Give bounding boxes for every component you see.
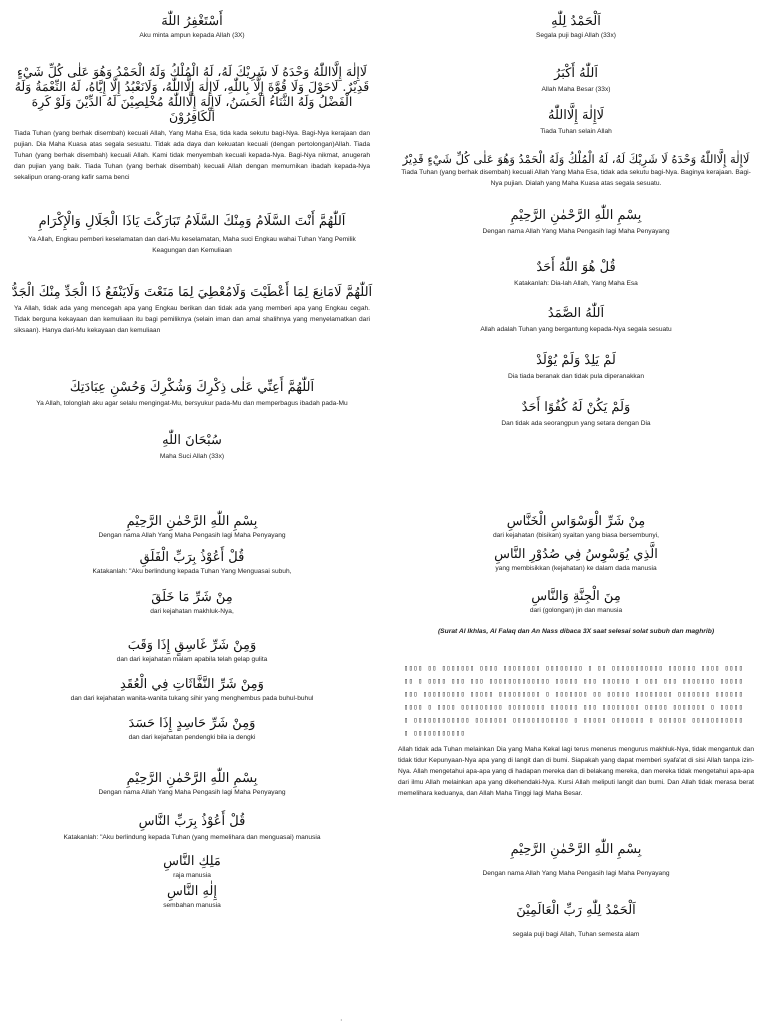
arabic-text: وَمِنْ شَرِّ النَّفَّاثَاتِ فِي الْعُقَدِ xyxy=(120,677,264,692)
arabic-text: مِنَ الْجِنَّةِ وَالنَّاسِ xyxy=(531,589,621,604)
ikhlas-verse-3 xyxy=(384,353,768,382)
arabic-text: قُلْ هُوَ اللّٰهُ أَحَدٌ xyxy=(536,260,616,275)
translation-text: Tiada Tuhan (yang berhak disembah) kecuali Allah, Yang Maha Esa, tida kada sekutu bagi-Nya. Bagi-Nya kerajaan dan pujian. Dia Maha Kuasa atas segala sesuatu. Tidak ada daya dan kekuatan kecuali (dengan pertolongan)Allah. Tiada Tuhan (yang berhak disembah) kecuali Allah. Kami tidak menyembah kecuali kepada-Nya. Bagi-Nya nikmat, anugerah dan pujian yang baik. Tiada Tuhan (yang berhak disembah) kecuali Allah dengan memurnikan ibadah kepada-Nya sekalipun orang-orang kafir sama benci xyxy=(14,130,370,181)
translation-text: Ya Allah, tidak ada yang mencegah apa yang Engkau berikan dan tidak ada yang memberi apa yang Engkau cegah. Tidak berguna kekayaan dan kemuliaan itu bagi pemiliknya (selain iman dan amal shalihnya yang menyelamatkan dari siksaan). Hanya dari-Mu kekayaan dan kemuliaan xyxy=(14,305,370,334)
arabic-garbled-text: ▯▯▯▯ ▯▯ ▯▯▯▯▯▯▯ ▯▯▯▯ ▯▯▯▯▯▯▯▯ ▯▯▯▯▯▯▯▯ ▯ ▯▯ ▯▯▯▯▯▯▯▯▯▯▯ ▯▯▯▯▯▯ ▯▯▯▯ ▯▯▯▯▯▯ ▯ ▯▯▯▯ ▯▯▯ ▯▯▯ ▯▯▯▯▯▯▯▯▯▯▯▯▯ ▯▯▯▯▯ ▯▯▯ ▯▯▯▯▯▯ ▯ ▯▯▯ ▯▯▯ ▯▯▯▯▯▯▯ ▯▯▯▯▯▯▯▯ ▯▯▯▯▯▯▯▯▯ ▯▯▯▯▯ ▯▯▯▯▯▯▯▯▯ ▯ ▯▯▯▯▯▯▯ ▯▯ ▯▯▯▯▯ ▯▯▯▯▯▯▯▯ ▯▯▯▯▯▯▯ ▯▯▯▯▯▯▯▯▯▯ ▯ ▯▯▯▯ ▯▯▯▯▯▯▯▯▯ ▯▯▯▯▯▯▯▯ ▯▯▯▯▯▯ ▯▯▯ ▯▯▯▯▯▯▯▯ ▯▯▯▯▯ ▯▯▯▯▯▯▯ ▯ ▯▯▯▯▯▯ ▯▯▯▯▯▯▯▯▯▯▯▯ ▯▯▯▯▯▯▯ ▯▯▯▯▯▯▯▯▯▯▯▯ ▯ ▯▯▯▯▯ ▯▯▯▯▯▯▯ ▯ ▯▯▯▯▯▯ ▯▯▯▯▯▯▯▯▯▯▯▯ ▯▯▯▯▯▯▯▯▯▯▯ xyxy=(404,664,744,737)
arabic-text: اَللّٰهُ أَكْبَرُ xyxy=(554,66,598,81)
nas-verse-6 xyxy=(384,589,768,616)
left-column xyxy=(0,0,384,1024)
translation-text: Ya Allah, Engkau pemberi keselamatan dan dari-Mu keselamatan, Maha suci Engkau wahai Tuhan Yang Pemilik Keagungan dan Kemuliaan xyxy=(28,236,356,254)
arabic-text: سُبْحَانَ اللّٰهِ xyxy=(162,433,222,448)
footer-mark: · xyxy=(340,1016,343,1025)
nas-basmalah xyxy=(0,771,384,798)
ikhlas-verse-2 xyxy=(384,306,768,335)
translation-text: dari kejahatan (bisikan) syaitan yang biasa bersembunyi, xyxy=(492,532,660,539)
fatihah-basmalah xyxy=(384,842,768,879)
arabic-text: قُلْ أَعُوْذُ بِرَبِّ النَّاسِ xyxy=(138,814,246,829)
nas-verse-3 xyxy=(0,884,384,911)
recitation-note xyxy=(384,626,768,637)
dhikr-ainni xyxy=(0,380,384,409)
falaq-verse-2 xyxy=(0,590,384,617)
dhikr-istighfar xyxy=(0,14,384,41)
falaq-verse-1 xyxy=(0,550,384,577)
nas-verse-1 xyxy=(0,814,384,843)
translation-text: Dengan nama Allah Yang Maha Pengasih lagi Maha Penyayang xyxy=(482,870,670,877)
translation-text: Katakanlah: "Aku berlindung kepada Tuhan Yang Menguasai subuh, xyxy=(92,568,292,575)
translation-text: Ya Allah, tolonglah aku agar selalu mengingat-Mu, bersyukur pada-Mu dan memperbagus ibadah pada-Mu xyxy=(36,400,348,407)
dhikr-tahlil-full xyxy=(384,151,768,189)
translation-text: dari (golongan) jin dan manusia xyxy=(529,607,623,614)
ikhlas-basmalah xyxy=(384,208,768,237)
arabic-text: بِسْمِ اللّٰهِ الرَّحْمٰنِ الرَّحِيْمِ xyxy=(126,514,258,529)
translation-text: Dengan nama Allah Yang Maha Pengasih lagi Maha Penyayang xyxy=(98,532,286,539)
fatihah-verse-1 xyxy=(384,903,768,940)
translation-text: Allah tidak ada Tuhan melainkan Dia yang Maha Kekal lagi terus menerus mengurus makhluk-Nya, tidak mengantuk dan tidak tidur Kepunyaan-Nya apa yang di langit dan di bumi. Siapakah yang dapat memberi syafa'at di sisi Allah tanpa izin-Nya. Allah mengetahui apa-apa yang di hadapan mereka dan di belakang mereka, dan mereka tidak mengetahui apa-apa dari ilmu Allah melainkan apa yang dikehendaki-Nya. Kursi Allah meliputi langit dan bumi. Dan Allah tidak merasa berat memelihara keduanya, dan Allah Maha Tinggi lagi Maha Besar. xyxy=(398,746,754,797)
arabic-text: اَللّٰهُ الصَّمَدُ xyxy=(547,306,605,321)
translation-text: sembahan manusia xyxy=(163,902,221,909)
translation-text: Tiada Tuhan (yang berhak disembah) kecuali Allah Yang Maha Esa, tidak ada sekutu bagi-Nya. Baginya kerajaan. Bagi-Nya pujian. Dialah yang Maha Kuasa atas segala sesuatu. xyxy=(401,169,751,187)
nas-verse-4 xyxy=(384,514,768,541)
arabic-text: مَلِكِ النَّاسِ xyxy=(163,854,221,869)
translation-text: Segala puji bagi Allah (33x) xyxy=(536,32,616,39)
arabic-text: اَلْحَمْدُ لِلّٰهِ رَبِّ الْعَالَمِيْنَ xyxy=(516,903,636,918)
arabic-text: اَلْحَمْدُ لِلّٰهِ xyxy=(551,14,601,29)
translation-text: Dia tiada beranak dan tidak pula diperanakkan xyxy=(508,373,644,380)
translation-text: Maha Suci Allah (33x) xyxy=(159,453,225,460)
falaq-verse-3 xyxy=(0,638,384,665)
dhikr-tahlil-long xyxy=(0,64,384,183)
arabic-text: مِنْ شَرِّ الْوَسْوَاسِ الْخَنَّاسِ xyxy=(506,514,646,529)
translation-text: Tiada Tuhan selain Allah xyxy=(540,128,612,135)
arabic-text: الَّذِي يُوَسْوِسُ فِي صُدُوْرِ النَّاسِ xyxy=(494,547,658,562)
translation-text: Allah Maha Besar (33x) xyxy=(541,86,611,93)
ikhlas-verse-4 xyxy=(384,400,768,429)
translation-text: dan dari kejahatan pendengki bila ia dengki xyxy=(128,734,256,741)
dhikr-tasbih xyxy=(0,433,384,462)
dhikr-tahlil xyxy=(384,108,768,137)
translation-text: raja manusia xyxy=(173,872,211,879)
dhikr-antas-salam xyxy=(0,214,384,256)
arabic-text: مِنْ شَرِّ مَا خَلَقَ xyxy=(151,590,233,605)
nas-verse-5 xyxy=(384,547,768,574)
falaq-basmalah xyxy=(0,514,384,541)
ikhlas-verse-1 xyxy=(384,260,768,289)
ayat-kursi xyxy=(384,662,768,799)
arabic-text: وَمِنْ شَرِّ غَاسِقٍ إِذَا وَقَبَ xyxy=(127,638,257,653)
dhikr-tahmid xyxy=(384,14,768,41)
translation-text: Dan tidak ada seorangpun yang setara dengan Dia xyxy=(501,420,651,427)
note-text: (Surat Al Ikhlas, Al Falaq dan An Nass dibaca 3X saat selesai solat subuh dan maghrib) xyxy=(437,628,715,635)
translation-text: dan dari kejahatan wanita-wanita tukang sihir yang menghembus pada buhul-buhul xyxy=(70,695,314,702)
arabic-text: وَلَمْ يَكُنْ لَهُ كُفُوًا أَحَدٌ xyxy=(521,400,631,415)
translation-text: Allah adalah Tuhan yang bergantung kepada-Nya segala sesuatu xyxy=(480,326,672,333)
translation-text: yang membisikkan (kejahatan) ke dalam dada manusia xyxy=(495,565,657,572)
arabic-text: اَللّٰهُمَّ أَنْتَ السَّلَامُ وَمِنْكَ السَّلَامُ تَبَارَكْتَ يَاذَا الْجَلَالِ وَالْإِكْرَامِ xyxy=(38,214,346,229)
translation-text: Aku minta ampun kepada Allah (3X) xyxy=(139,32,245,39)
arabic-text: بِسْمِ اللّٰهِ الرَّحْمٰنِ الرَّحِيْمِ xyxy=(510,208,642,223)
arabic-text: لَاإِلٰهَ إِلَّااللّٰهُ xyxy=(548,108,604,123)
arabic-text: إِلٰهِ النَّاسِ xyxy=(166,884,217,899)
arabic-text: أَسْتَغْفِرُ اللّٰهَ xyxy=(161,14,223,29)
falaq-verse-5 xyxy=(0,716,384,743)
right-column xyxy=(384,0,768,1024)
arabic-text: قُلْ أَعُوْذُ بِرَبِّ الْفَلَقِ xyxy=(139,550,245,565)
arabic-text: لَمْ يَلِدْ وَلَمْ يُوْلَدْ xyxy=(536,353,616,368)
translation-text: Katakanlah: Dia-lah Allah, Yang Maha Esa xyxy=(514,280,638,287)
arabic-text: وَمِنْ شَرِّ حَاسِدٍ إِذَا حَسَدَ xyxy=(128,716,256,731)
arabic-text: اَللّٰهُمَّ لَامَانِعَ لِمَا أَعْطَيْتَ وَلَامُعْطِيَ لِمَا مَنَعْتَ وَلَايَنْفَعُ ذَا الْجَدِّ مِنْكَ الْجَدُّ xyxy=(11,285,373,300)
dhikr-takbir xyxy=(384,66,768,95)
arabic-text: اَللّٰهُمَّ أَعِنِّي عَلٰى ذِكْرِكَ وَشُكْرِكَ وَحُسْنِ عِبَادَتِكَ xyxy=(69,380,315,395)
arabic-text: بِسْمِ اللّٰهِ الرَّحْمٰنِ الرَّحِيْمِ xyxy=(510,842,642,857)
translation-text: Dengan nama Allah Yang Maha Pengasih lagi Maha Penyayang xyxy=(98,789,286,796)
arabic-text: بِسْمِ اللّٰهِ الرَّحْمٰنِ الرَّحِيْمِ xyxy=(126,771,258,786)
translation-text: dan dari kejahatan malam apabila telah gelap gulita xyxy=(116,656,268,663)
falaq-verse-4 xyxy=(0,677,384,704)
dhikr-la-mania xyxy=(0,285,384,336)
nas-verse-2 xyxy=(0,854,384,881)
translation-text: Dengan nama Allah Yang Maha Pengasih lagi Maha Penyayang xyxy=(482,228,670,235)
arabic-text: لَاإِلٰهَ إِلَّااللّٰهُ وَحْدَهُ لَا شَرِيْكَ لَهُ، لَهُ الْمُلْكُ وَلَهُ الْحَمْدُ وَهُوَ عَلٰى كُلِّ شَيْءٍ قَدِيْرٌ. لَاحَوْلَ وَلَا قُوَّةَ إِلَّا بِاللّٰهِ، لَاإِلٰهَ إِلَّااللّٰهُ، وَلَانَعْبُدُ إِلَّا إِيَّاهُ، لَهُ النِّعْمَةُ وَلَهُ الْفَضْلُ وَلَهُ الثَّنَاءُ الْحَسَنُ، لَاإِلٰهَ إِلَّااللّٰهُ مُخْلِصِيْنَ لَهُ الدِّيْنَ وَلَوْ كَرِهَ الْكَافِرُوْنَ xyxy=(14,64,370,124)
arabic-text: لَاإِلٰهَ إِلَّااللّٰهُ وَحْدَهُ لَا شَرِيْكَ لَهُ، لَهُ الْمُلْكُ وَلَهُ الْحَمْدُ وَهُوَ عَلٰى كُلِّ شَيْءٍ قَدِيْرٌ xyxy=(402,152,750,166)
translation-text: dari kejahatan makhluk-Nya, xyxy=(150,608,234,615)
translation-text: segala puji bagi Allah, Tuhan semesta alam xyxy=(512,931,640,938)
translation-text: Katakanlah: "Aku berlindung kepada Tuhan (yang memelihara dan menguasai) manusia xyxy=(63,834,321,841)
